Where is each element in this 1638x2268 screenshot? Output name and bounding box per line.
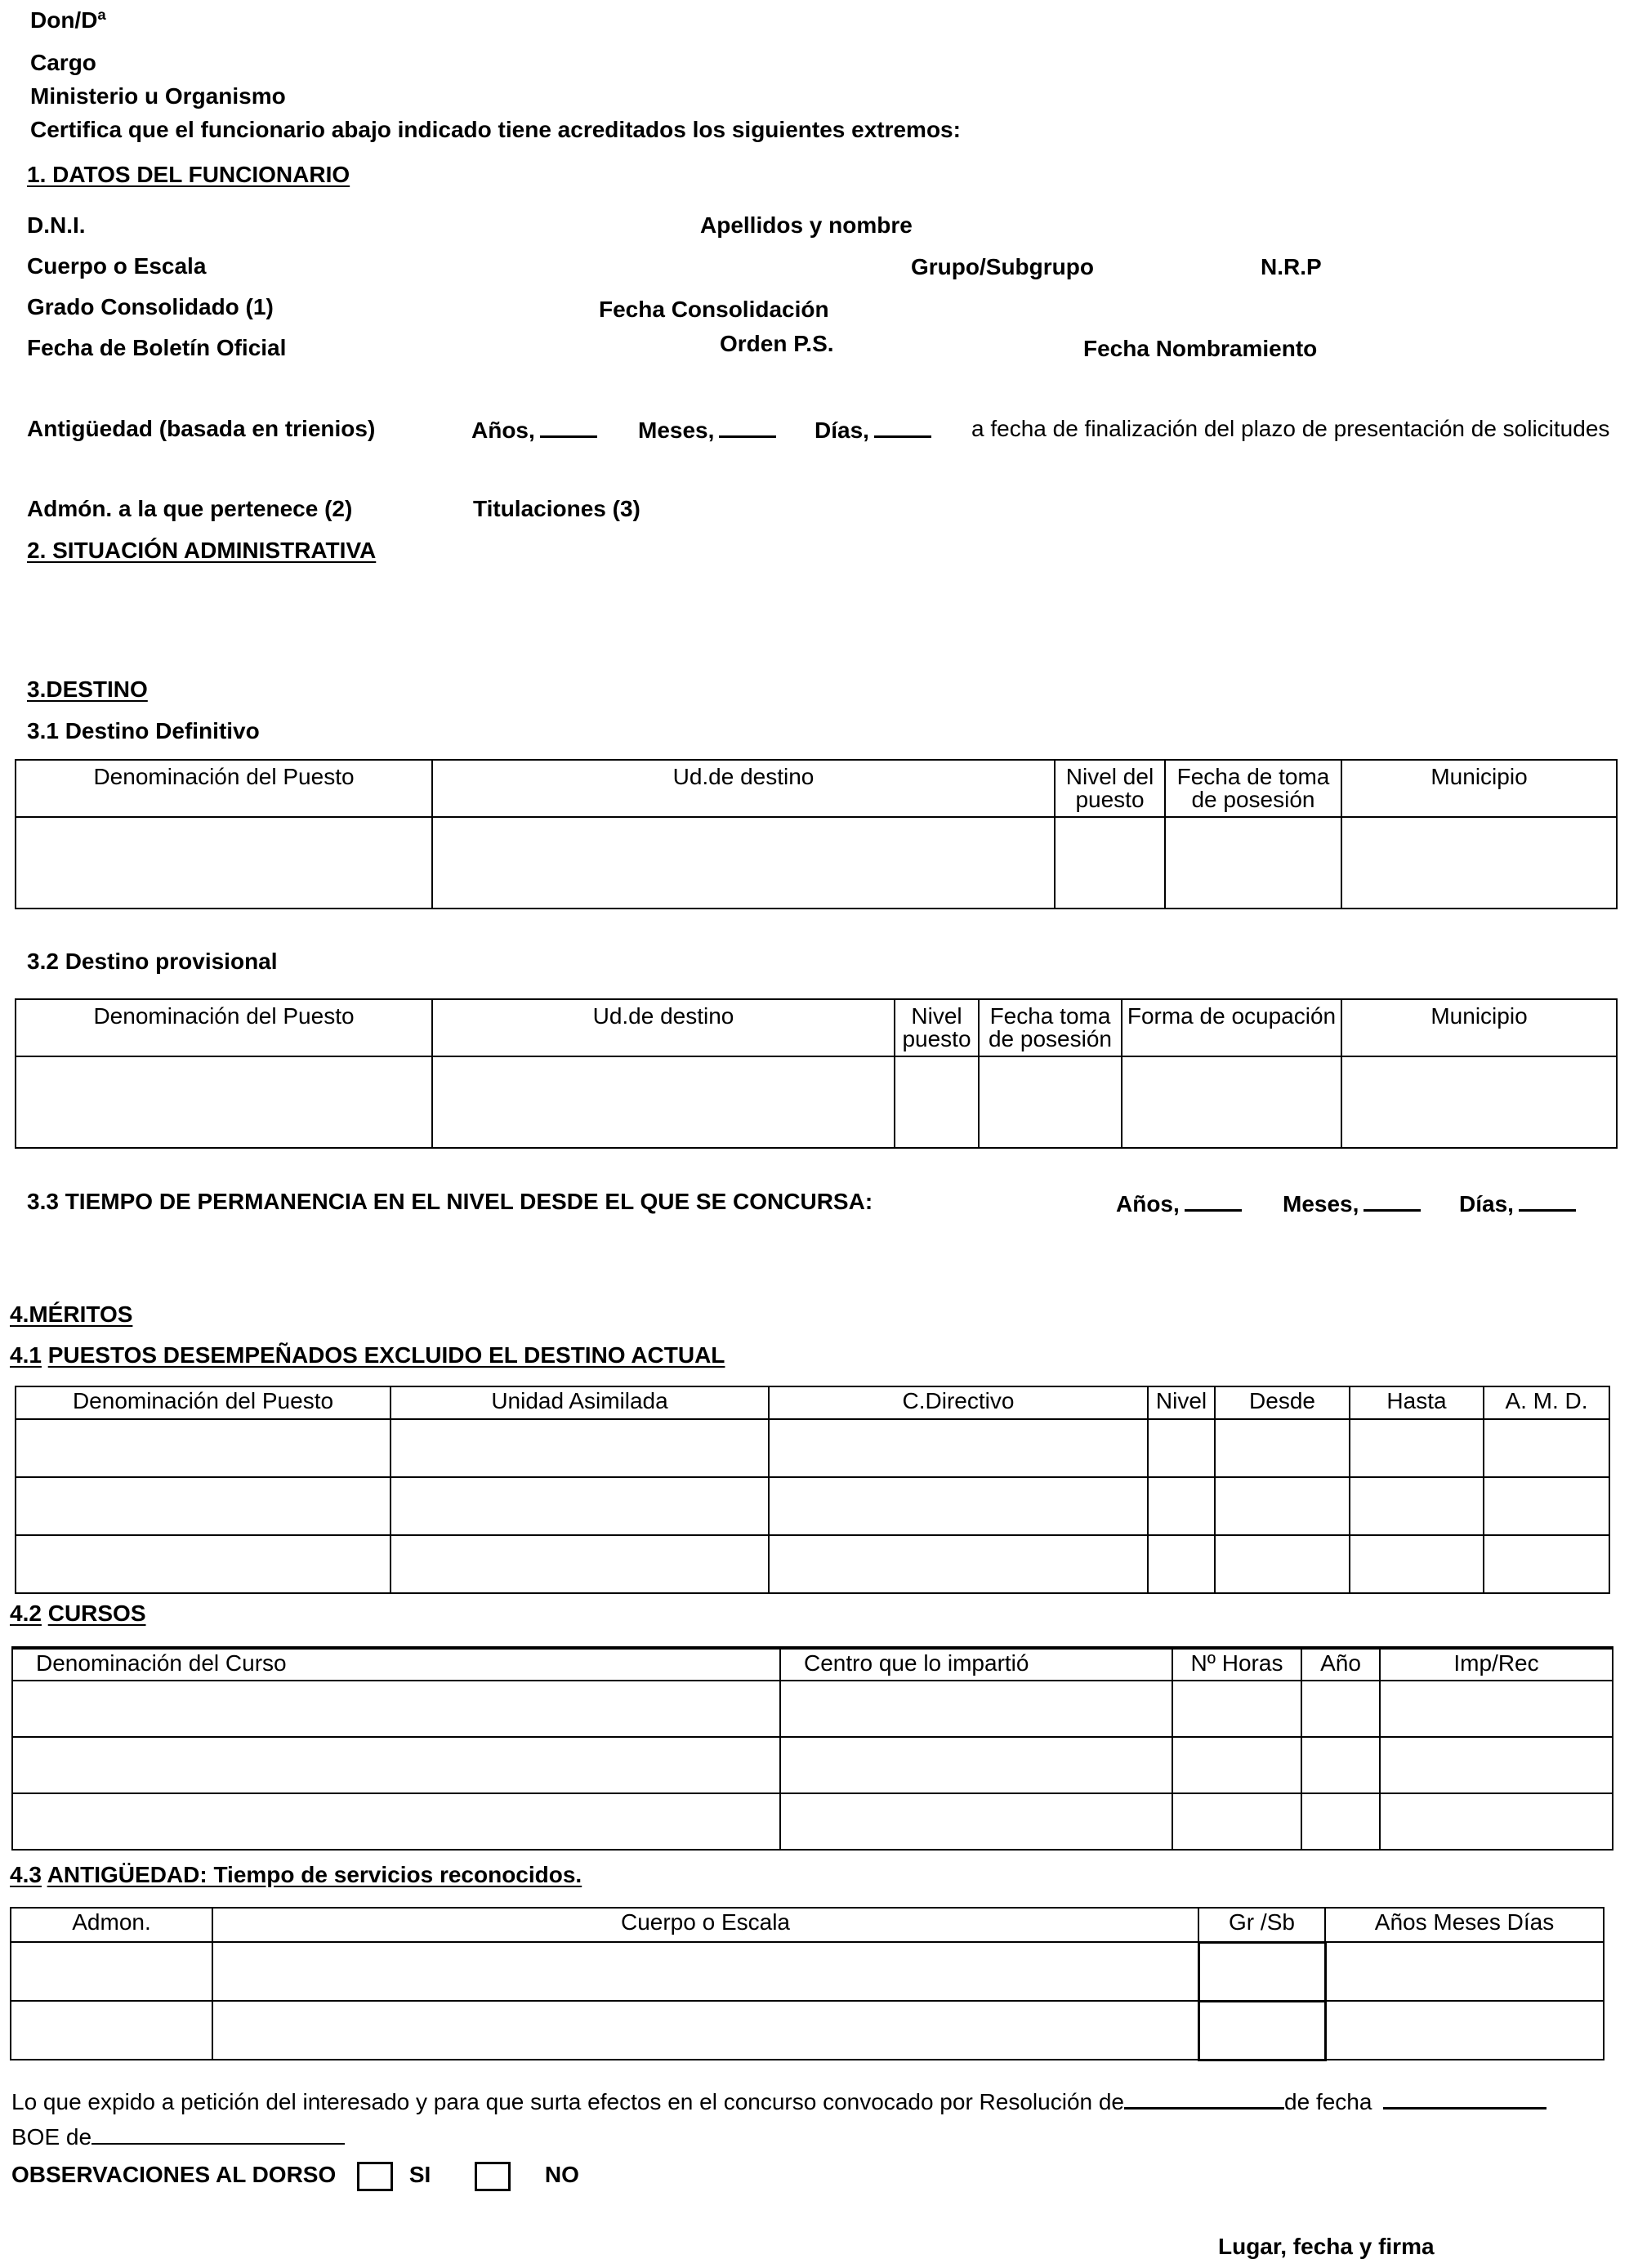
dias-blank[interactable] [1519,1188,1576,1212]
table-cell[interactable] [1122,1056,1341,1148]
table-row [16,1535,1609,1593]
cuerpo-label: Cuerpo o Escala [27,253,207,279]
fecha-consolidacion-label: Fecha Consolidación [599,297,829,322]
table-header: Hasta [1350,1386,1484,1419]
table-cell[interactable] [16,1477,391,1535]
table-cell[interactable] [1341,817,1617,909]
ministerio-label: Ministerio u Organismo [30,83,286,109]
boe-label: BOE de [11,2124,92,2150]
subsection-text: PUESTOS DESEMPEÑADOS EXCLUIDO EL DESTINO ACTUAL [47,1342,725,1368]
anos-label: Años, [1116,1191,1180,1217]
table-cell[interactable] [1172,1681,1301,1737]
table-cell[interactable] [16,1535,391,1593]
table-cell[interactable] [1148,1477,1215,1535]
fecha-boletin-label: Fecha de Boletín Oficial [27,335,287,360]
table-cell[interactable] [1484,1535,1609,1593]
table-header: Fecha toma de posesión [979,999,1122,1056]
dni-label: D.N.I. [27,212,86,238]
table-row [12,1793,1613,1850]
certifica-text: Certifica que el funcionario abajo indicado tiene acreditados los siguientes extremos: [30,117,961,142]
table-header: Ud.de destino [432,760,1055,817]
table-cell[interactable] [16,1056,432,1148]
cargo-label: Cargo [30,50,96,75]
table-cell[interactable] [1341,1056,1617,1148]
table-cell[interactable] [432,1056,895,1148]
table-header: Nivel [1148,1386,1215,1419]
table-cell[interactable] [12,1737,780,1793]
no-label: NO [544,2162,579,2187]
table-header: Forma de ocupación [1122,999,1341,1056]
apellidos-label: Apellidos y nombre [700,212,913,238]
table-header: Fecha de toma de posesión [1165,760,1341,817]
permanencia-meses [1283,1188,1421,1218]
table-row [11,2001,1604,2060]
subsection-number: 4.2 [10,1601,42,1626]
table-cell[interactable] [391,1477,769,1535]
table-cell[interactable] [212,1942,1198,2001]
table-cell[interactable] [1215,1419,1350,1477]
tiempo-permanencia-label: 3.3 TIEMPO DE PERMANENCIA EN EL NIVEL DESDE EL QUE SE CONCURSA: [27,1189,873,1214]
table-cell[interactable] [1301,1793,1380,1850]
table-row [12,1681,1613,1737]
antiguedad-dias [815,414,931,444]
observaciones-line [11,2161,579,2191]
table-header: Municipio [1341,760,1617,817]
expido-text [11,2086,1547,2116]
table-cell[interactable] [1198,2001,1325,2060]
table-cell[interactable] [1198,1942,1325,2001]
resolucion-blank[interactable] [1124,2086,1284,2110]
expido-label: Lo que expido a petición del interesado y para que surta efectos en el concurso convocado por Resolución de [11,2089,1125,2114]
table-header: Cuerpo o Escala [212,1908,1198,1942]
table-header: Municipio [1341,999,1617,1056]
table-cell[interactable] [1380,1681,1613,1737]
table-header: Denominación del Puesto [16,999,432,1056]
table-header: Denominación del Puesto [16,760,432,817]
table-cell[interactable] [16,817,432,909]
table-cell[interactable] [1215,1535,1350,1593]
antiguedad-servicios-title [10,1861,582,1889]
table-cell[interactable] [895,1056,979,1148]
section-3-title: 3.DESTINO [27,676,148,702]
meses-blank[interactable] [719,414,776,438]
table-cell[interactable] [1350,1535,1484,1593]
table-cell[interactable] [11,2001,212,2060]
table-header: Nivel del puesto [1055,760,1165,817]
meses-blank[interactable] [1364,1188,1421,1212]
destino-provisional-label: 3.2 Destino provisional [27,949,278,974]
table-cell[interactable] [212,2001,1198,2060]
table-header: Años Meses Días [1325,1908,1604,1942]
plazo-text: a fecha de finalización del plazo de presentación de solicitudes [971,416,1610,441]
cursos-title [10,1600,146,1627]
table-header: Centro que lo impartió [780,1648,1172,1681]
table-header: Desde [1215,1386,1350,1419]
section-1-title: 1. DATOS DEL FUNCIONARIO [27,162,350,187]
table-cell[interactable] [1148,1419,1215,1477]
table-cell[interactable] [1484,1419,1609,1477]
table-cell[interactable] [1148,1535,1215,1593]
table-cell[interactable] [12,1681,780,1737]
table-cell[interactable] [1350,1419,1484,1477]
table-cell[interactable] [1325,1942,1604,2001]
table-cell[interactable] [1165,817,1341,909]
table-header: Gr /Sb [1198,1908,1325,1942]
anos-blank[interactable] [540,414,597,438]
dias-label: Días, [1459,1191,1514,1217]
table-cell[interactable] [16,1419,391,1477]
anos-blank[interactable] [1185,1188,1242,1212]
table-cell[interactable] [780,1737,1172,1793]
antiguedad-meses [638,414,776,444]
table-cell[interactable] [1172,1737,1301,1793]
table-cell[interactable] [1301,1737,1380,1793]
destino-definitivo-label: 3.1 Destino Definitivo [27,718,260,743]
table-cell[interactable] [979,1056,1122,1148]
antiguedad-table [10,1907,1605,2061]
si-label: SI [408,2162,431,2187]
section-4-title: 4.MÉRITOS [10,1301,133,1327]
table-header: Admon. [11,1908,212,1942]
table-cell[interactable] [780,1681,1172,1737]
table-cell[interactable] [1215,1477,1350,1535]
table-cell[interactable] [1380,1737,1613,1793]
anos-label: Años, [471,417,535,443]
grupo-label: Grupo/Subgrupo [911,254,1094,279]
cursos-table [11,1646,1613,1851]
si-checkbox[interactable] [357,2162,393,2191]
antiguedad-label: Antigüedad (basada en trienios) [27,416,376,441]
section-2-title: 2. SITUACIÓN ADMINISTRATIVA [27,538,377,563]
antiguedad-anos [471,414,597,444]
puestos-desempenados-title [10,1342,725,1369]
table-cell[interactable] [1301,1681,1380,1737]
table-row [16,1419,1609,1477]
de-fecha-label: de fecha [1284,2089,1372,2114]
table-header: A. M. D. [1484,1386,1609,1419]
observaciones-label: OBSERVACIONES AL DORSO [11,2162,337,2187]
dias-label: Días, [815,417,869,443]
no-checkbox[interactable] [475,2162,511,2191]
meses-label: Meses, [1283,1191,1359,1217]
table-cell[interactable] [769,1535,1148,1593]
table-cell[interactable] [391,1419,769,1477]
nrp-label: N.R.P [1261,254,1322,279]
table-header: Imp/Rec [1380,1648,1613,1681]
lugar-fecha-firma: Lugar, fecha y firma [1218,2234,1435,2259]
table-header: Ud.de destino [432,999,895,1056]
table-cell[interactable] [1172,1793,1301,1850]
table-cell[interactable] [1484,1477,1609,1535]
table-cell[interactable] [780,1793,1172,1850]
admon-label: Admón. a la que pertenece (2) [27,496,353,521]
table-header: Nivel puesto [895,999,979,1056]
table-header: Año [1301,1648,1380,1681]
table-header: Denominación del Curso [12,1648,780,1681]
don-label: Don/Dª [30,7,106,33]
titulaciones-label: Titulaciones (3) [473,496,640,521]
table-row [16,1477,1609,1535]
table-cell[interactable] [391,1535,769,1593]
fecha-blank[interactable] [1383,2086,1547,2110]
permanencia-dias [1459,1188,1576,1218]
permanencia-anos [1116,1188,1242,1218]
table-row [12,1737,1613,1793]
boe-line [11,2122,345,2151]
puestos-table [15,1386,1610,1594]
grado-label: Grado Consolidado (1) [27,294,274,319]
table-cell[interactable] [11,1942,212,2001]
table-cell[interactable] [1055,817,1165,909]
table-header: C.Directivo [769,1386,1148,1419]
destino-provisional-table [15,998,1618,1149]
table-cell[interactable] [432,817,1055,909]
subsection-number: 4.1 [10,1342,42,1368]
fecha-nombramiento-label: Fecha Nombramiento [1083,336,1318,361]
orden-label: Orden P.S. [720,331,834,356]
table-cell[interactable] [1350,1477,1484,1535]
meses-label: Meses, [638,417,715,443]
table-header: Unidad Asimilada [391,1386,769,1419]
subsection-number: 4.3 [10,1862,42,1887]
table-cell[interactable] [12,1793,780,1850]
table-cell[interactable] [769,1419,1148,1477]
destino-definitivo-table [15,759,1618,909]
boe-blank[interactable] [91,2122,345,2145]
table-cell[interactable] [1380,1793,1613,1850]
table-cell[interactable] [769,1477,1148,1535]
dias-blank[interactable] [874,414,931,438]
table-cell[interactable] [1325,2001,1604,2060]
table-header: Denominación del Puesto [16,1386,391,1419]
subsection-text: CURSOS [47,1601,146,1626]
table-row [11,1942,1604,2001]
subsection-text: ANTIGÜEDAD: Tiempo de servicios reconocidos. [47,1862,582,1887]
table-header: Nº Horas [1172,1648,1301,1681]
